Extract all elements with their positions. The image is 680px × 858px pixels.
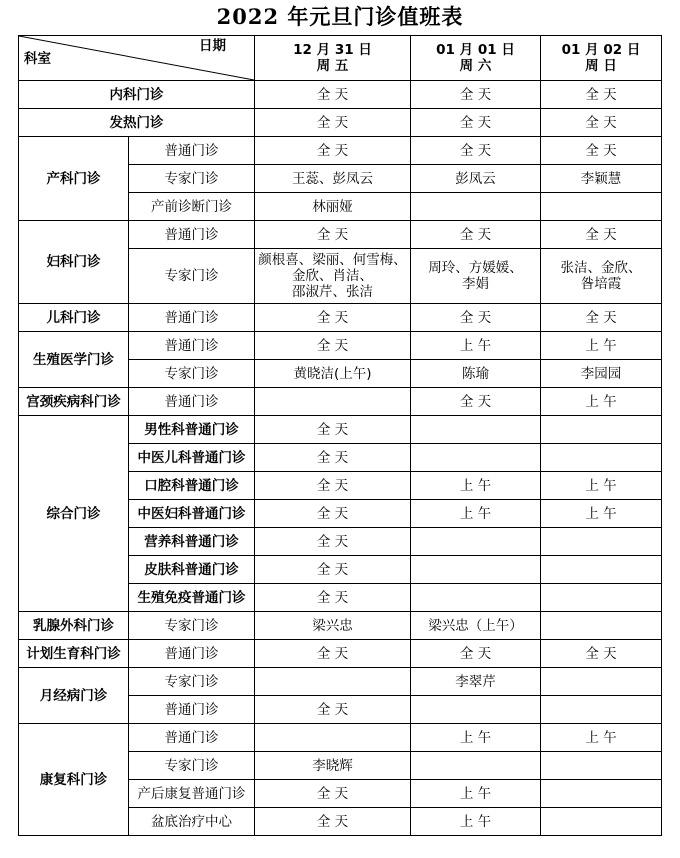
shift-cell: 上 午 [411, 724, 541, 752]
doctor-cell [255, 249, 411, 304]
dept-cell: 儿科门诊 [19, 304, 129, 332]
doctor-line: 李娟 [462, 276, 489, 292]
shift-cell: 全 天 [541, 221, 662, 249]
dept-axis-label: 科室 [24, 51, 51, 67]
clinic-cell: 中医儿科普通门诊 [129, 444, 255, 472]
shift-cell: 全 天 [411, 221, 541, 249]
table-row [19, 332, 662, 360]
day-date: 01 月 01 日 [436, 42, 515, 58]
clinic-cell: 专家门诊 [129, 752, 255, 780]
shift-cell: 上 午 [541, 332, 662, 360]
day-weekday: 周 六 [459, 58, 492, 74]
shift-cell: 上 午 [541, 388, 662, 416]
table-row [19, 416, 662, 444]
shift-cell: 全 天 [255, 472, 411, 500]
clinic-cell: 生殖免疫普通门诊 [129, 584, 255, 612]
day-date: 12 月 31 日 [293, 42, 372, 58]
dept-cell: 产科门诊 [19, 137, 129, 221]
header-row [19, 36, 662, 81]
doctor-cell: 陈瑜 [411, 360, 541, 388]
shift-cell: 全 天 [255, 500, 411, 528]
shift-cell: 全 天 [411, 109, 541, 137]
table-row [19, 81, 662, 109]
shift-cell: 全 天 [255, 109, 411, 137]
doctor-cell: 李翠芹 [411, 668, 541, 696]
clinic-cell: 盆底治疗中心 [129, 808, 255, 836]
empty-cell [541, 612, 662, 640]
empty-cell [541, 808, 662, 836]
day-date: 01 月 02 日 [561, 42, 641, 58]
day-weekday: 周 日 [585, 58, 617, 74]
shift-cell: 全 天 [255, 221, 411, 249]
shift-cell: 全 天 [411, 640, 541, 668]
shift-cell: 全 天 [255, 780, 411, 808]
shift-cell: 全 天 [541, 81, 662, 109]
table-row [19, 388, 662, 416]
empty-cell [541, 528, 662, 556]
doctor-cell [411, 249, 541, 304]
clinic-cell: 产后康复普通门诊 [129, 780, 255, 808]
dept-cell: 康复科门诊 [19, 724, 129, 836]
doctor-line: 金欣、肖洁、 [292, 268, 373, 284]
dept-cell: 发热门诊 [19, 109, 255, 137]
empty-cell [541, 193, 662, 221]
doctor-cell: 李颖慧 [541, 165, 662, 193]
schedule-table [18, 35, 662, 836]
doctor-line: 昝培霞 [580, 276, 622, 292]
empty-cell [411, 696, 541, 724]
shift-cell: 全 天 [255, 332, 411, 360]
table-row [19, 612, 662, 640]
shift-cell: 全 天 [411, 81, 541, 109]
clinic-cell: 普通门诊 [129, 696, 255, 724]
empty-cell [541, 556, 662, 584]
clinic-cell: 专家门诊 [129, 249, 255, 304]
empty-cell [411, 193, 541, 221]
table-row [19, 137, 662, 165]
dept-cell: 乳腺外科门诊 [19, 612, 129, 640]
shift-cell: 全 天 [255, 528, 411, 556]
table-row [19, 640, 662, 668]
corner-header-cell [19, 36, 255, 81]
shift-cell: 全 天 [255, 304, 411, 332]
empty-cell [411, 556, 541, 584]
dept-cell: 月经病门诊 [19, 668, 129, 724]
clinic-cell: 皮肤科普通门诊 [129, 556, 255, 584]
empty-cell [541, 696, 662, 724]
shift-cell: 上 午 [541, 472, 662, 500]
empty-cell [411, 584, 541, 612]
dept-cell: 宫颈疾病科门诊 [19, 388, 129, 416]
shift-cell: 全 天 [255, 556, 411, 584]
shift-cell: 上 午 [541, 724, 662, 752]
clinic-cell: 普通门诊 [129, 640, 255, 668]
clinic-cell: 营养科普通门诊 [129, 528, 255, 556]
doctor-cell: 黄晓洁(上午) [255, 360, 411, 388]
doctor-line: 张洁、金欣、 [560, 260, 642, 276]
shift-cell: 全 天 [541, 304, 662, 332]
empty-cell [541, 416, 662, 444]
empty-cell [541, 752, 662, 780]
day-header-2 [411, 36, 541, 81]
empty-cell [255, 668, 411, 696]
clinic-cell: 普通门诊 [129, 137, 255, 165]
empty-cell [541, 780, 662, 808]
dept-cell: 计划生育科门诊 [19, 640, 129, 668]
table-row [19, 724, 662, 752]
shift-cell: 全 天 [255, 81, 411, 109]
empty-cell [541, 584, 662, 612]
day-header-1 [255, 36, 411, 81]
empty-cell [411, 416, 541, 444]
shift-cell: 上 午 [411, 472, 541, 500]
clinic-cell: 普通门诊 [129, 221, 255, 249]
table-row [19, 221, 662, 249]
clinic-cell: 男性科普通门诊 [129, 416, 255, 444]
shift-cell: 全 天 [255, 137, 411, 165]
shift-cell: 全 天 [255, 416, 411, 444]
empty-cell [541, 444, 662, 472]
clinic-cell: 普通门诊 [129, 304, 255, 332]
table-row [19, 304, 662, 332]
clinic-cell: 中医妇科普通门诊 [129, 500, 255, 528]
shift-cell: 全 天 [411, 137, 541, 165]
shift-cell: 全 天 [255, 808, 411, 836]
shift-cell: 上 午 [411, 500, 541, 528]
doctor-cell: 李园园 [541, 360, 662, 388]
clinic-cell: 口腔科普通门诊 [129, 472, 255, 500]
shift-cell: 全 天 [541, 109, 662, 137]
shift-cell: 全 天 [255, 640, 411, 668]
empty-cell [255, 388, 411, 416]
doctor-cell [541, 249, 662, 304]
shift-cell: 全 天 [411, 304, 541, 332]
day-weekday: 周 五 [316, 58, 349, 74]
clinic-cell: 普通门诊 [129, 388, 255, 416]
clinic-cell: 专家门诊 [129, 668, 255, 696]
dept-cell: 妇科门诊 [19, 221, 129, 304]
dept-cell: 生殖医学门诊 [19, 332, 129, 388]
clinic-cell: 专家门诊 [129, 165, 255, 193]
shift-cell: 上 午 [541, 500, 662, 528]
table-row [19, 668, 662, 696]
shift-cell: 全 天 [541, 137, 662, 165]
empty-cell [411, 444, 541, 472]
empty-cell [255, 724, 411, 752]
doctor-cell: 彭凤云 [411, 165, 541, 193]
date-axis-label: 日期 [199, 38, 226, 54]
shift-cell: 上 午 [411, 808, 541, 836]
clinic-cell: 普通门诊 [129, 332, 255, 360]
clinic-cell: 专家门诊 [129, 612, 255, 640]
shift-cell: 全 天 [255, 584, 411, 612]
empty-cell [541, 668, 662, 696]
shift-cell: 全 天 [255, 696, 411, 724]
shift-cell: 上 午 [411, 780, 541, 808]
dept-cell: 内科门诊 [19, 81, 255, 109]
doctor-line: 颜根喜、梁丽、何雪梅、 [258, 252, 407, 268]
doctor-cell: 林丽娅 [255, 193, 411, 221]
shift-cell: 上 午 [411, 332, 541, 360]
day-header-3 [541, 36, 662, 81]
clinic-cell: 产前诊断门诊 [129, 193, 255, 221]
clinic-cell: 普通门诊 [129, 724, 255, 752]
doctor-line: 邵淑芹、张洁 [292, 284, 373, 300]
doctor-cell: 梁兴忠（上午） [411, 612, 541, 640]
empty-cell [411, 752, 541, 780]
shift-cell: 全 天 [541, 640, 662, 668]
doctor-cell: 梁兴忠 [255, 612, 411, 640]
clinic-cell: 专家门诊 [129, 360, 255, 388]
shift-cell: 全 天 [411, 388, 541, 416]
doctor-cell: 王蕊、彭凤云 [255, 165, 411, 193]
doctor-cell: 李晓辉 [255, 752, 411, 780]
shift-cell: 全 天 [255, 444, 411, 472]
empty-cell [411, 528, 541, 556]
dept-cell: 综合门诊 [19, 416, 129, 612]
table-row [19, 109, 662, 137]
page-title: 2022 年元旦门诊值班表 [216, 4, 464, 29]
doctor-line: 周玲、方媛媛、 [428, 260, 523, 276]
